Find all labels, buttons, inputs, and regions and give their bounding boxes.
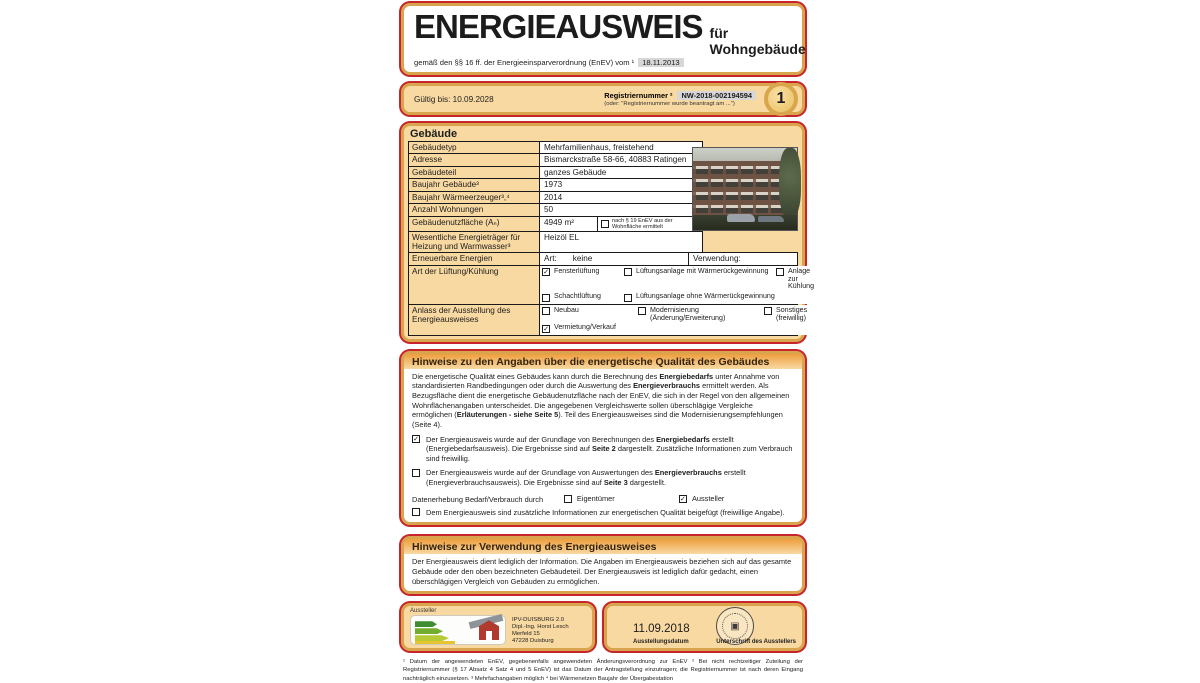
option bbox=[542, 293, 624, 302]
document-title: ENERGIEAUSWEIS bbox=[414, 8, 703, 45]
option-label: Lüftungsanlage ohne Wärmerückgewinnung bbox=[636, 292, 775, 301]
checkbox-aussteller[interactable]: ✓ bbox=[680, 496, 686, 504]
checkbox-neubau[interactable] bbox=[542, 307, 550, 315]
issuer-address bbox=[512, 617, 569, 645]
consumption-certificate-text: Der Energieausweis wurde auf der Grundlage von Auswertungen des Energieverbrauchs erstellt (Energieverbrauchsausweis). Die Ergebnisse sind auf Seite 3 dargestellt. bbox=[426, 468, 746, 488]
registration-number-label: Registriernummer ² bbox=[604, 91, 673, 100]
option bbox=[542, 268, 624, 291]
hints-usage-section bbox=[401, 536, 805, 594]
issuer-logo bbox=[410, 615, 506, 645]
extra-info-text: Dem Energieausweis sind zusätzliche Informationen zur energetischen Qualität beigefügt (freiwillige Angabe). bbox=[426, 507, 785, 517]
table-row bbox=[409, 204, 702, 216]
row-value bbox=[540, 217, 702, 232]
row-label: Baujahr Wärmeerzeuger³,⁴ bbox=[409, 192, 540, 203]
table-row-occasion bbox=[409, 305, 808, 335]
row-label: Adresse bbox=[409, 154, 540, 165]
issuer-company: IPV-DUISBURG 2.0 bbox=[512, 617, 565, 624]
row-label: Anlass der Ausstellung des Energieausweises bbox=[409, 305, 540, 335]
issuer-content bbox=[410, 615, 586, 645]
renewables-use-label: Verwendung: bbox=[688, 253, 797, 264]
option-label: Lüftungsanlage mit Wärmerückgewinnung bbox=[636, 266, 769, 275]
hints-usage-title: Hinweise zur Verwendung des Energieausweises bbox=[404, 539, 802, 554]
building-table bbox=[408, 141, 703, 253]
extra-info-item bbox=[412, 508, 794, 518]
option bbox=[776, 268, 814, 291]
row-value: Bismarckstraße 58-66, 40883 Ratingen bbox=[540, 154, 702, 165]
checkbox-eigentuemer[interactable] bbox=[564, 495, 572, 503]
demand-certificate-text: Der Energieausweis wurde auf der Grundlage von Berechnungen des Energiebedarfs erstellt (Energiebedarfsausweis). Die Ergebnisse sind auf Seite 2 dargestellt. Zusätzliche Informationen zum Verbrauch sind freiwillig. bbox=[426, 434, 793, 463]
option bbox=[764, 307, 807, 323]
row-label: Wesentliche Energieträger für Heizung und Warmwasser³ bbox=[409, 232, 540, 252]
option-label: Vermietung/Verkauf bbox=[554, 323, 616, 332]
row-value: ganzes Gebäude bbox=[540, 167, 702, 178]
data-collection-row bbox=[412, 495, 794, 504]
row-value: 1973 bbox=[540, 179, 702, 190]
law-date-value: 18.11.2013 bbox=[638, 58, 683, 67]
floor-area-option bbox=[598, 217, 702, 232]
table-row bbox=[409, 167, 702, 179]
checkbox-energiebedarf[interactable]: ✓ bbox=[413, 436, 419, 444]
option-label: Schachtlüftung bbox=[554, 292, 601, 301]
consumption-certificate-item bbox=[412, 468, 794, 487]
option-label: Neubau bbox=[554, 305, 579, 314]
row-label: Gebäudenutzfläche (Aₙ) bbox=[409, 217, 540, 232]
table-row bbox=[409, 192, 702, 204]
checkbox-kuehlung[interactable] bbox=[776, 268, 784, 276]
checkbox-vermietung[interactable]: ✓ bbox=[543, 325, 549, 333]
renewables-art bbox=[540, 253, 688, 264]
law-reference-line bbox=[414, 58, 792, 67]
issuer-label: Aussteller bbox=[410, 608, 437, 615]
issue-date: 11.09.2018 bbox=[633, 623, 690, 636]
issuer-box bbox=[401, 603, 595, 651]
building-photo bbox=[692, 147, 798, 231]
row-value bbox=[540, 253, 797, 264]
stamp-emblem-icon: ▣ bbox=[730, 620, 740, 632]
option-label: Eigentümer bbox=[576, 493, 615, 503]
energy-arrow-icon bbox=[415, 628, 443, 634]
option bbox=[542, 324, 638, 333]
checkbox-schachtlueftung[interactable] bbox=[542, 294, 550, 302]
option bbox=[542, 307, 638, 323]
checkbox-modernisierung[interactable] bbox=[638, 307, 646, 315]
table-row-ventilation bbox=[409, 266, 815, 305]
signature-label: Unterschrift des Ausstellers bbox=[716, 639, 796, 646]
ventilation-options bbox=[540, 266, 816, 304]
renewables-art-label: Art: bbox=[544, 254, 557, 264]
issue-date-label: Ausstellungsdatum bbox=[633, 639, 689, 646]
document-subtitle: für Wohngebäude bbox=[709, 25, 806, 57]
hints-usage-text: Der Energieausweis dient lediglich der Information. Die Angaben im Energieausweis beziehen sich auf das gesamte Gebäude oder den oben bezeichneten Gebäudeteil. Der Energieausweis ist lediglich dafür gedacht, einen überschlägigen Vergleich von Gebäuden zu ermöglichen. bbox=[412, 557, 792, 586]
signature-box bbox=[604, 603, 805, 651]
row-label: Art der Lüftung/Kühlung bbox=[409, 266, 540, 304]
validity-band bbox=[401, 83, 805, 115]
data-collection-label: Datenerhebung Bedarf/Verbrauch durch bbox=[412, 494, 544, 504]
issuer-street: Merfeld 15 bbox=[512, 631, 540, 638]
option bbox=[624, 293, 776, 302]
photo-tree bbox=[779, 148, 801, 218]
checkbox-wohnflaeche[interactable] bbox=[601, 220, 609, 228]
checkbox-energieverbrauch[interactable] bbox=[412, 469, 420, 477]
demand-certificate-item bbox=[412, 435, 794, 464]
footnotes: ¹ Datum der angewendeten EnEV, gegebenenfalls angewendeten Änderungsverordnung zur EnEV ² Bei nicht rechtzeitiger Zuteilung der Registriernummer (§ 17 Absatz 4 Satz 4 und 5 EnEV) ist das Datum der Antragstellung einzutragen; die Registriernummer ist nach deren Eingang nachträglich einzusetzen. ³ Mehrfachangaben möglich ⁴ bei Wärmenetzen Baujahr der Übergabestation bbox=[403, 659, 803, 682]
row-label: Anzahl Wohnungen bbox=[409, 204, 540, 215]
option bbox=[638, 307, 764, 323]
checkbox-fensterlueftung[interactable]: ✓ bbox=[543, 269, 549, 277]
title-box bbox=[401, 3, 805, 75]
registration-alt-text: (oder: "Registriernummer wurde beantragt am ...") bbox=[604, 101, 735, 107]
option-label: Fensterlüftung bbox=[554, 266, 600, 275]
title-row bbox=[414, 8, 806, 57]
row-value: Heizöl EL bbox=[540, 232, 702, 252]
registration-number-row bbox=[604, 91, 756, 100]
checkbox-zusatzinfo[interactable] bbox=[412, 508, 420, 516]
hints-quality-body bbox=[404, 369, 802, 523]
checkbox-wohnflaeche-label: nach § 19 EnEV aus der Wohnfläche ermittelt bbox=[612, 217, 673, 230]
row-value: 50 bbox=[540, 204, 702, 215]
energy-arrow-icon bbox=[415, 621, 437, 627]
issuer-person: Dipl.-Ing. Horst Lesch bbox=[512, 624, 569, 631]
table-row bbox=[409, 232, 702, 252]
row-label: Baujahr Gebäude³ bbox=[409, 179, 540, 190]
page-number-badge: 1 bbox=[764, 82, 798, 116]
option-label: Anlage zur Kühlung bbox=[788, 266, 815, 291]
row-label: Gebäudetyp bbox=[409, 142, 540, 153]
table-row-renewables bbox=[409, 253, 797, 265]
renewables-art-value: keine bbox=[572, 254, 593, 264]
hints-quality-intro: Die energetische Qualität eines Gebäudes kann durch die Berechnung des Energiebedarfs unter Annahme von standardisierten Randbedingungen oder durch die Auswertung des Energieverbrauchs ermittelt werden. Als Bezugsfläche dient die energetische Gebäudenutzfläche nach der EnEV, die sich in der Regel von den allgemeinen Wohnflächenangaben unterscheidet. Die angegebenen Vergleichswerte sollen überschlägige Vergleiche ermöglichen (Erläuterungen - siehe Seite 5). Teil des Energieausweises sind die Modernisierungsempfehlungen (Seite 4). bbox=[412, 371, 790, 429]
occasion-options bbox=[540, 305, 809, 335]
checkbox-lueftung-ohne-wrg[interactable] bbox=[624, 294, 632, 302]
valid-until-text: Gültig bis: 10.09.2028 bbox=[414, 94, 494, 104]
option bbox=[624, 268, 776, 291]
table-row bbox=[409, 154, 702, 166]
building-section bbox=[401, 123, 815, 342]
row-label: Erneuerbare Energien bbox=[409, 253, 540, 264]
row-value: 2014 bbox=[540, 192, 702, 203]
table-row bbox=[409, 142, 702, 154]
option-label: Aussteller bbox=[691, 493, 725, 503]
bottom-row bbox=[401, 603, 805, 651]
table-row bbox=[409, 217, 702, 233]
hints-quality-section bbox=[401, 351, 805, 526]
option bbox=[679, 495, 794, 504]
building-section-title: Gebäude bbox=[410, 128, 458, 140]
option-label: Modernisierung (Änderung/Erweiterung) bbox=[650, 305, 726, 322]
row-value: Mehrfamilienhaus, freistehend bbox=[540, 142, 702, 153]
hints-usage-body bbox=[404, 554, 802, 591]
energy-arrow-icon bbox=[415, 641, 455, 644]
floor-area-value: 4949 m² bbox=[540, 217, 598, 232]
table-row bbox=[409, 179, 702, 191]
issuer-city: 47228 Duisburg bbox=[512, 638, 554, 645]
law-reference-text: gemäß den §§ 16 ff. der Energieeinsparverordnung (EnEV) vom ¹ bbox=[414, 58, 635, 67]
option bbox=[564, 495, 679, 504]
checkbox-sonstiges[interactable] bbox=[764, 307, 772, 315]
checkbox-lueftung-mit-wrg[interactable] bbox=[624, 268, 632, 276]
registration-block bbox=[604, 91, 756, 107]
hints-quality-title: Hinweise zu den Angaben über die energetische Qualität des Gebäudes bbox=[404, 354, 802, 369]
row-label: Gebäudeteil bbox=[409, 167, 540, 178]
registration-number-value: NW-2018-002194594 bbox=[677, 91, 756, 100]
energy-certificate-page bbox=[401, 3, 815, 683]
building-table-wide bbox=[408, 252, 815, 335]
photo-cars bbox=[727, 214, 755, 222]
option-label: Sonstiges (freiwillig) bbox=[776, 305, 808, 322]
